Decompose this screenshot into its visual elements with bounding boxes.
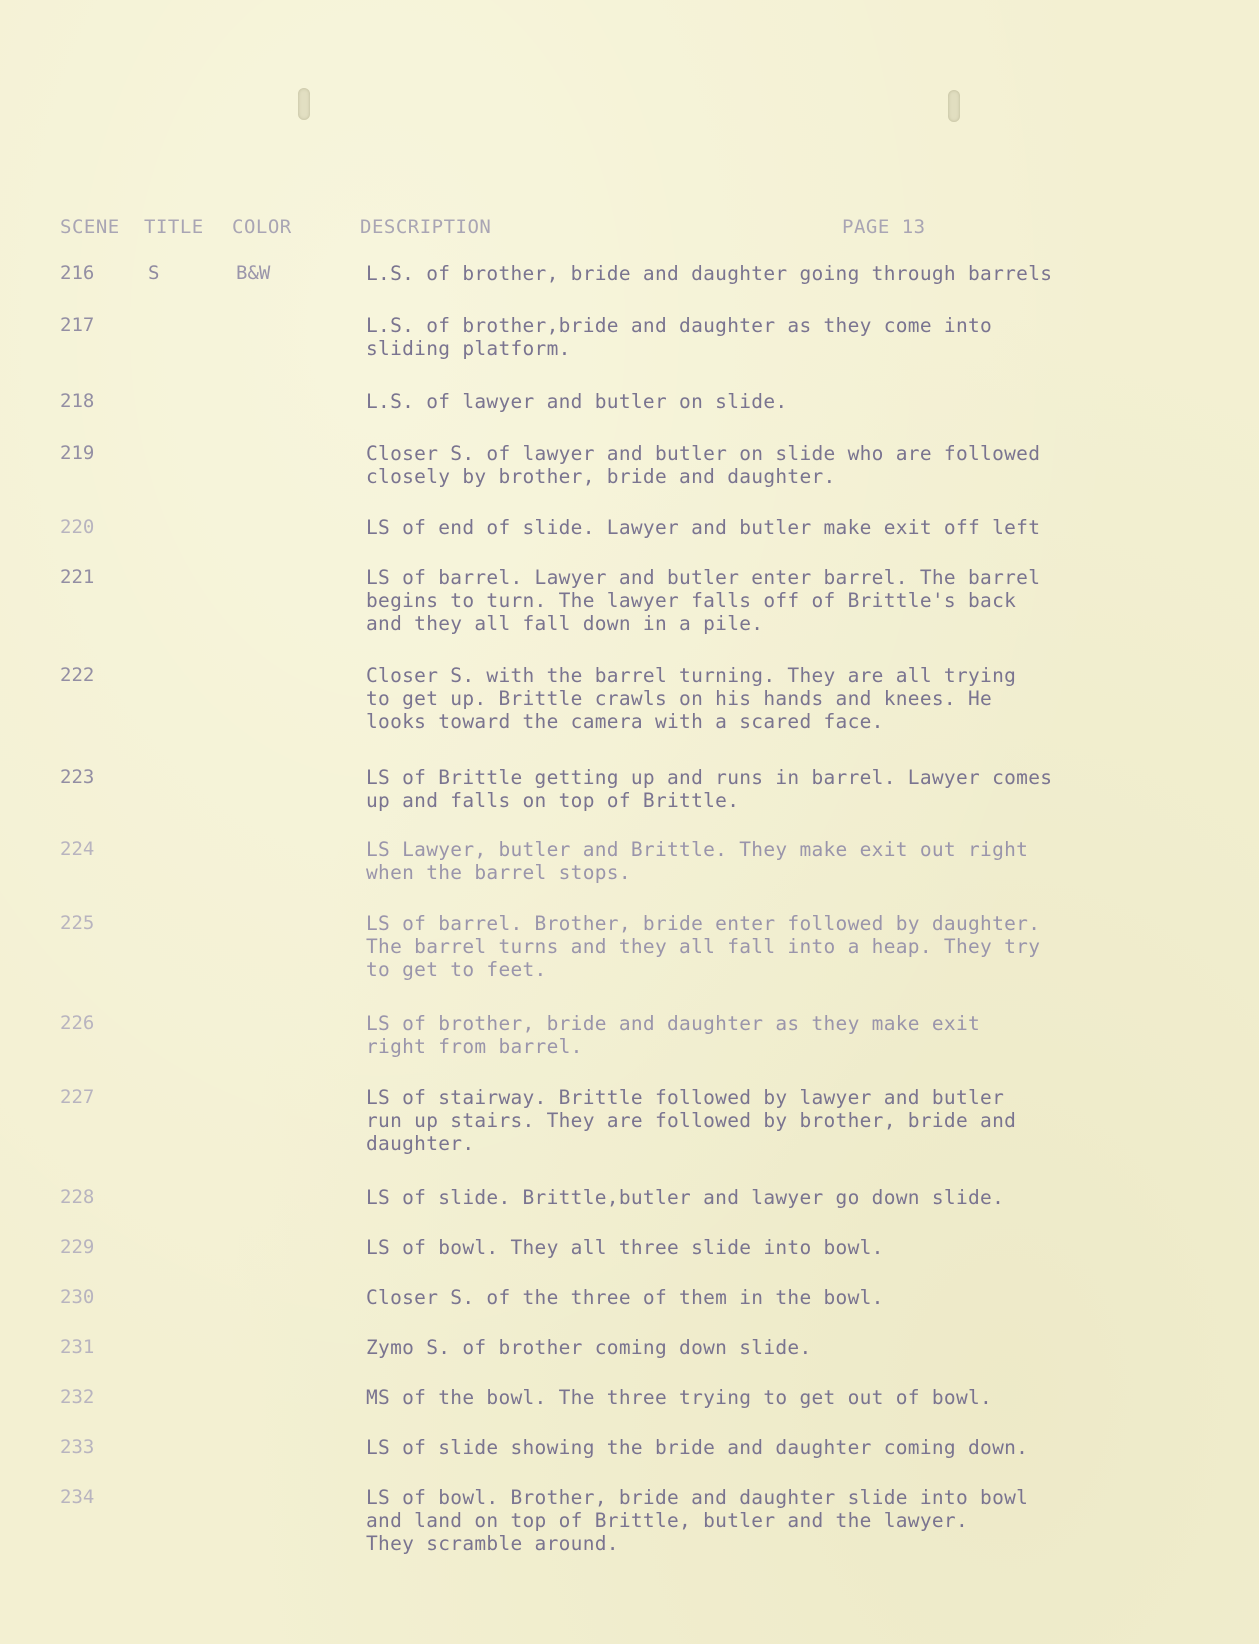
scene-number: 221 <box>60 566 95 588</box>
scene-color-code: B&W <box>236 262 271 284</box>
scene-description: LS Lawyer, butler and Brittle. They make exit out right when the barrel stops. <box>366 838 1029 884</box>
scene-description: Zymo S. of brother coming down slide. <box>366 1336 812 1359</box>
scene-description: LS of stairway. Brittle followed by lawyer and butler run up stairs. They are followed by brother, bride and daughter. <box>366 1086 1017 1155</box>
scene-number: 233 <box>60 1436 95 1458</box>
scene-description: LS of Brittle getting up and runs in barrel. Lawyer comes up and falls on top of Brittle. <box>366 766 1053 812</box>
scene-description: L.S. of lawyer and butler on slide. <box>366 390 788 413</box>
punch-hole <box>948 90 960 122</box>
scene-description: LS of bowl. Brother, bride and daughter slide into bowl and land on top of Brittle, butler and the lawyer. They scramble around. <box>366 1486 1029 1555</box>
scene-description: LS of slide. Brittle,butler and lawyer go down slide. <box>366 1186 1005 1209</box>
scene-number: 218 <box>60 390 95 412</box>
scene-description: MS of the bowl. The three trying to get out of bowl. <box>366 1386 993 1409</box>
scene-number: 230 <box>60 1286 95 1308</box>
scene-description: Closer S. with the barrel turning. They are all trying to get up. Brittle crawls on his hands and knees. He looks toward the camera with a scared face. <box>366 664 1017 733</box>
scene-number: 227 <box>60 1086 95 1108</box>
page-number: PAGE 13 <box>842 216 926 238</box>
header-title: TITLE <box>144 216 204 238</box>
scene-number: 217 <box>60 314 95 336</box>
scene-number: 234 <box>60 1486 95 1508</box>
header-color: COLOR <box>232 216 292 238</box>
column-header <box>60 216 1210 242</box>
scene-description: LS of barrel. Brother, bride enter followed by daughter. The barrel turns and they all fall into a heap. They try to get to feet. <box>366 912 1041 981</box>
scene-description: LS of bowl. They all three slide into bowl. <box>366 1236 884 1259</box>
scene-description: LS of slide showing the bride and daughter coming down. <box>366 1436 1029 1459</box>
scene-number: 224 <box>60 838 95 860</box>
scene-number: 225 <box>60 912 95 934</box>
scene-description: L.S. of brother,bride and daughter as they come into sliding platform. <box>366 314 993 360</box>
scene-description: LS of brother, bride and daughter as they make exit right from barrel. <box>366 1012 981 1058</box>
header-description: DESCRIPTION <box>360 216 492 238</box>
scene-number: 220 <box>60 516 95 538</box>
scene-description: LS of end of slide. Lawyer and butler make exit off left <box>366 516 1041 539</box>
scene-number: 222 <box>60 664 95 686</box>
scene-number: 226 <box>60 1012 95 1034</box>
scene-description: Closer S. of lawyer and butler on slide who are followed closely by brother, bride and daughter. <box>366 442 1041 488</box>
scene-description: L.S. of brother, bride and daughter going through barrels <box>366 262 1053 285</box>
scene-number: 228 <box>60 1186 95 1208</box>
header-scene: SCENE <box>60 216 120 238</box>
scene-number: 229 <box>60 1236 95 1258</box>
scene-number: 232 <box>60 1386 95 1408</box>
scene-number: 223 <box>60 766 95 788</box>
punch-hole <box>298 88 310 120</box>
scene-number: 216 <box>60 262 95 284</box>
scene-number: 231 <box>60 1336 95 1358</box>
scene-description: Closer S. of the three of them in the bowl. <box>366 1286 884 1309</box>
scene-number: 219 <box>60 442 95 464</box>
scene-title-code: S <box>148 262 160 284</box>
scene-description: LS of barrel. Lawyer and butler enter barrel. The barrel begins to turn. The lawyer falls off of Brittle's back and they all fall down in a pile. <box>366 566 1041 635</box>
